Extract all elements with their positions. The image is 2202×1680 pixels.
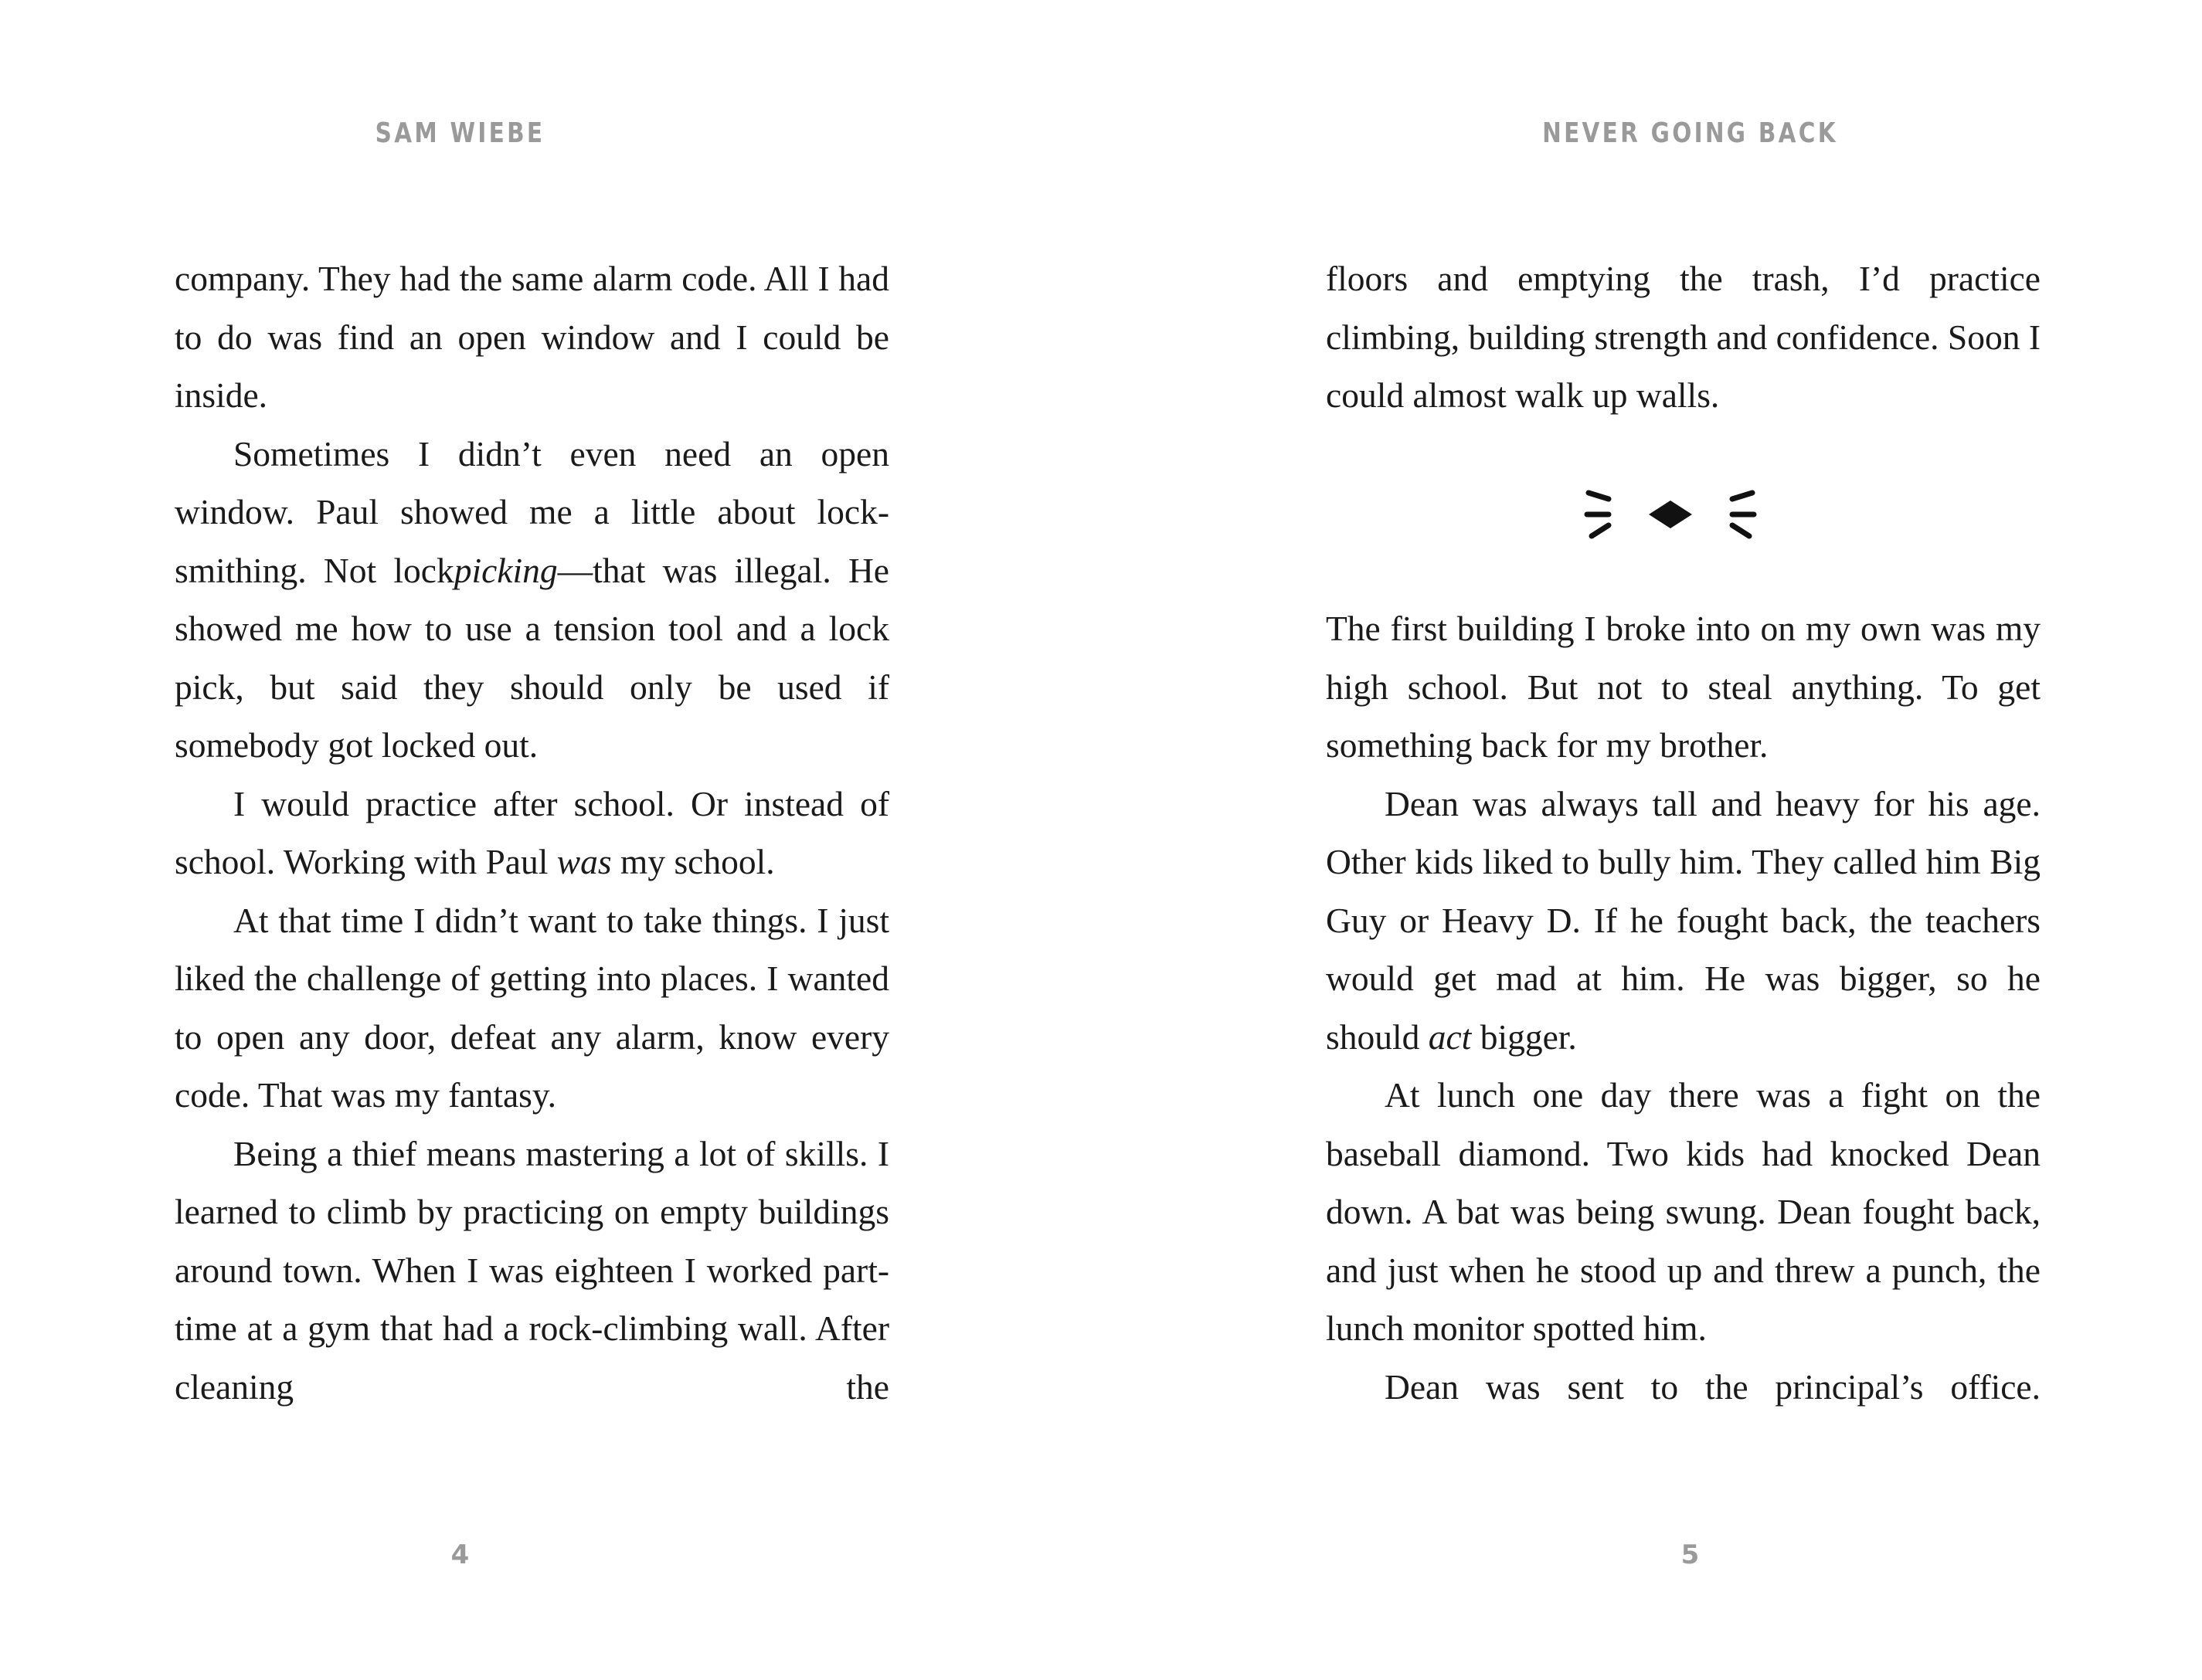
- paragraph: [175, 249, 889, 425]
- ornament-right-top-stroke: [1732, 493, 1752, 499]
- right-body-text-top: [1326, 249, 2041, 425]
- paragraph-text: The first building I broke into on my own was my high school. But not to steal anything. To get something back for my brother.: [1326, 609, 2041, 765]
- left-body-text: [175, 249, 889, 1416]
- paragraph: [175, 425, 889, 775]
- running-head-author: SAM WIEBE: [375, 117, 545, 149]
- paragraph-text: floors and emptying the trash, I’d practice climbing, building strength and confidence. Soon I could almost walk up walls.: [1326, 259, 2041, 415]
- paragraph-text: my school.: [611, 842, 775, 881]
- paragraph: [1326, 1358, 2041, 1417]
- paragraph-text: —that was illegal. He showed me how to use a tension tool and a lock pick, but said they should only be used if somebody got locked out.: [175, 550, 890, 765]
- paragraph-text: Dean was always tall and heavy for his age. Other kids liked to bully him. They called him Big Guy or Heavy D. If he fought back, the teachers would get mad at him. He was bigger, so he should: [1326, 783, 2041, 1057]
- page-number: 5: [1680, 1539, 1700, 1570]
- paragraph-text: company. They had the same alarm code. All I had to do was find an open window and I could be inside.: [175, 259, 889, 415]
- ornament-left-top-stroke: [1589, 493, 1609, 499]
- ornament-right-bot-stroke: [1732, 525, 1749, 536]
- running-head-title: NEVER GOING BACK: [1542, 117, 1838, 149]
- italic-emphasis: picking: [454, 550, 558, 590]
- page-number: 4: [450, 1539, 470, 1570]
- section-break-ornament-icon: [1578, 484, 1763, 545]
- paragraph: [1326, 599, 2041, 775]
- paragraph-text: Dean was sent to the principal’s office.: [1385, 1366, 2041, 1407]
- italic-emphasis: was: [556, 842, 612, 881]
- paragraph: [175, 891, 889, 1125]
- paragraph-text: At lunch one day there was a fight on the baseball diamond. Two kids had knocked Dean down. A bat was being swung. Dean fought back, and just when he stood up and threw a punch, the lunch monitor spotted him.: [1326, 1075, 2041, 1348]
- paragraph-text: Sometimes I didn’t even need an open window. Paul showed me a little about lock-smithing. Not lock: [175, 433, 889, 590]
- paragraph: [1326, 249, 2041, 425]
- paragraph-text: Being a thief means mastering a lot of skills. I learned to climb by practicing on empty buildings around town. When I was eighteen I worked part-time at a gym that had a rock-climbing wall. After cleaning the: [175, 1133, 889, 1407]
- ornament-left-bot-stroke: [1592, 525, 1609, 536]
- paragraph: [1326, 775, 2041, 1067]
- paragraph: [175, 775, 889, 891]
- right-body-text-bottom: [1326, 599, 2041, 1416]
- ornament-diamond: [1649, 501, 1692, 528]
- paragraph: [1326, 1066, 2041, 1358]
- right-page: [1101, 0, 2202, 1680]
- paragraph: [175, 1125, 889, 1417]
- paragraph-text: bigger.: [1471, 1016, 1577, 1057]
- paragraph-text: At that time I didn’t want to take things. I just liked the challenge of getting into places. I wanted to open any door, defeat any alarm, know every code. That was my fantasy.: [175, 900, 889, 1115]
- paragraph-text: I would practice after school. Or instead of school. Working with Paul: [175, 783, 889, 881]
- italic-emphasis: act: [1428, 1016, 1472, 1057]
